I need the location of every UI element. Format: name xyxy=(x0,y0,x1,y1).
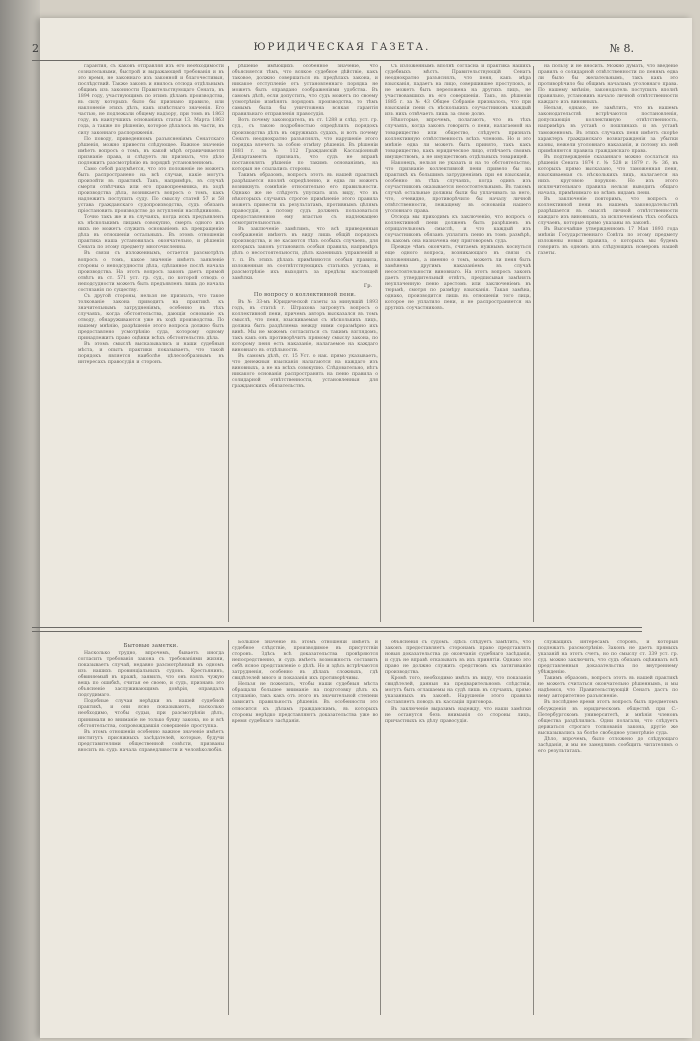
article-column-1 xyxy=(78,64,224,622)
paragraph: Большое значеніе въ этомъ отношеніи имѣетъ и судебное слѣдствіе, производимое въ присутствіи сторонъ. Здѣсь всѣ доказательства провѣряются непосредственно, и судъ имѣетъ возможность составить себѣ ясное представленіе о дѣлѣ. Но и здѣсь встрѣчаются затрудненія, особенно въ дѣлахъ сложныхъ, гдѣ свидѣтелей много и показанія ихъ противорѣчивы. xyxy=(232,640,378,682)
page-number: 2 xyxy=(32,42,39,55)
paragraph: Нельзя не пожелать, чтобы наши судебныя мѣста обращали большее вниманіе на подготовку дѣлъ къ слушанію, такъ какъ отъ этого въ значительной степени зависитъ правильность рѣшенія. Въ особенности это относится къ дѣламъ гражданскимъ, въ которыхъ стороны нерѣдко представляютъ доказательства уже во время судебнаго засѣданія. xyxy=(232,682,378,724)
binding-gutter xyxy=(0,0,40,1041)
paragraph: Съ изложеннымъ вполнѣ согласна и практика нашихъ судебныхъ мѣстъ. Правительствующій Сенатъ неоднократно разъяснялъ, что пеня, какъ мѣра взысканія, падаетъ на лицо, совершившее проступокъ, и не можетъ быть переложена на другихъ лицъ, не участвовавшихъ въ его совершеніи. Такъ, въ рѣшеніи 1885 г. за № 43 Общее Собраніе призналось, что при взысканіи пени съ нѣсколькихъ соучастниковъ каждый изъ нихъ отвѣчаетъ лишь за свою долю. xyxy=(385,64,531,118)
paragraph: Подобные случаи нерѣдки въ нашей судебной практикѣ, и они ясно показываютъ, насколько необходимо, чтобы судьи, при разсмотрѣніи дѣлъ, принимали во вниманіе не только букву закона, но и всѣ обстоятельства, сопровождавшія совершеніе проступка. xyxy=(78,699,224,729)
paragraph: Въ связи съ изложеннымъ, остается разсмотрѣть вопросъ о томъ, какое значеніе имѣетъ заявленіе стороны о неподсудности дѣла, сдѣланное послѣ начала производства. На этотъ вопросъ законъ даетъ прямой отвѣтъ въ ст. 571 уст. гр. суд., по которой отводъ о неподсудности можетъ быть предъявленъ лишь до начала состязанія по существу. xyxy=(78,251,224,293)
page-header xyxy=(32,42,652,58)
paragraph: Въ этомъ смыслѣ высказывались и наши судебныя мѣста, и опытъ практики показываетъ, что такой порядокъ является наиболѣе цѣлесообразнымъ въ интересахъ правосудія и сторонъ. xyxy=(78,342,224,366)
column-separator xyxy=(228,640,229,1015)
paragraph: Въ Высочайше утвержденномъ 17 Мая 1893 года мнѣніи Государственнаго Совѣта по этому предмету изложены новыя правила, о которыхъ мы будемъ говорить въ одномъ изъ слѣдующихъ номеровъ нашей газеты. xyxy=(538,227,678,257)
issue-number: № 8. xyxy=(609,42,634,55)
paragraph: Вотъ почему законодатель, въ ст. 1288 и слѣд. уст. гр. суд., съ такою подробностью опредѣлилъ порядокъ производства дѣлъ въ окружныхъ судахъ, и вотъ почему Сенатъ неоднократно разъяснялъ, что нарушеніе этого порядка влечетъ за собою отмѣну рѣшенія. Въ рѣшеніи 1881 г. за № 112 Гражданскій Кассаціонный Департаментъ призналъ, что судъ не вправѣ постановлять рѣшеніе по такимъ основаніямъ, на которыя не ссылались стороны. xyxy=(232,118,378,172)
paragraph: Дѣло, впрочемъ, было отложено до слѣдующаго засѣданія, и мы не замедлимъ сообщить читателямъ о его результатахъ. xyxy=(538,736,678,754)
column-separator xyxy=(228,66,229,622)
paragraph: на пользу и не вносить. Можно думать, что введеніе правилъ о солидарной отвѣтственности по пенямъ едва ли было бы желательнымъ, такъ какъ это противорѣчило бы общимъ началамъ уголовнаго права. По нашему мнѣнію, законодатель поступилъ вполнѣ правильно, установивъ начало личной отвѣтственности каждаго изъ виновныхъ. xyxy=(538,64,678,106)
paragraph: рѣшеніе имѣющихъ особенное значеніе, что объясняется тѣмъ, что всякое судебное дѣйствіе, какъ таковое, должно совершаться въ предѣлахъ закона, и никакое отступленіе отъ установленнаго порядка не можетъ быть оправдано соображеніями удобства. Въ самомъ дѣлѣ, если допустить, что судъ можетъ по своему усмотрѣнію измѣнять порядокъ производства, то тѣмъ самымъ была бы уничтожена всякая гарантія правильнаго отправленія правосудія. xyxy=(232,64,378,118)
header-rule xyxy=(32,60,642,61)
chronicle-column-4 xyxy=(538,640,678,1015)
column-separator xyxy=(380,640,381,1015)
column-separator xyxy=(533,640,534,1015)
paragraph: Само собой разумѣется, что это положеніе не можетъ быть распространено на всѣ случаи, какіе могутъ произойти въ практикѣ. Такъ, напримѣръ, въ случаѣ смерти отвѣтчика или его правопреемника, въ ходѣ производства дѣла, возникаетъ вопросъ о томъ, какъ надлежитъ поступить суду. По смыслу статей 57 и 58 устава гражданскаго судопроизводства, судъ обязанъ пріостановить производство до вступленія наслѣдниковъ. xyxy=(78,166,224,215)
article-column-4 xyxy=(538,64,678,622)
section-rule-double xyxy=(32,631,642,632)
paragraph: Съ другой стороны, нельзя не признать, что такое толкованіе закона приводитъ на практикѣ къ значительнымъ затрудненіямъ, особенно въ тѣхъ случаяхъ, когда обстоятельства, дающія основаніе къ отводу, обнаруживаются уже въ ходѣ производства. По нашему мнѣнію, разрѣшеніе этого вопроса должно быть предоставлено усмотрѣнію суда, которому одному принадлежитъ право оцѣнки всѣхъ обстоятельствъ дѣла. xyxy=(78,293,224,342)
chronicle-column-3 xyxy=(385,640,531,1015)
paragraph: Въ подтвержденіе сказаннаго можно сослаться на рѣшенія Сената 1874 г. № 528 и 1879 г. № 36, въ которыхъ прямо высказано, что таможенная пеня, взыскиваемая съ нѣсколькихъ лицъ, налагается на нихъ круговою порукою. Но изъ этого исключительнаго правила нельзя выводить общаго начала, примѣнимаго ко всѣмъ видамъ пени. xyxy=(538,154,678,196)
paragraph: По поводу, приведенномъ разъясненіямъ Сенатскаго рѣшенія, можно привести слѣдующее. Важное значеніе имѣетъ вопросъ о томъ, въ какой мѣрѣ ограничивается признаніе права, и слѣдуетъ ли признать, что дѣло подлежитъ разсмотрѣнію въ порядкѣ установленномъ. xyxy=(78,136,224,166)
paragraph: Въ № 33-мъ Юридической газеты за минувшій 1893 годъ, въ статьѣ г. Штрахова затронутъ вопросъ о коллективной пени, причемъ авторъ высказался въ томъ смыслѣ, что пеня, взыскиваемая съ нѣсколькихъ лицъ, должна быть раздѣляема между ними соразмѣрно ихъ винѣ. Мы не можемъ согласиться съ такимъ взглядомъ, такъ какъ онъ противорѣчитъ прямому смыслу закона, по которому пеня есть наказаніе, налагаемое на каждаго виновнаго въ отдѣльности. xyxy=(232,299,378,354)
paragraph: Въ послѣднее время этотъ вопросъ былъ предметомъ обсужденія въ юридическомъ обществѣ при С.-Петербургскомъ университетѣ, и мнѣнія членовъ общества раздѣлились. Одни полагали, что слѣдуетъ держаться строгаго толкованія закона, другіе же высказывались за болѣе свободное усмотрѣніе суда. xyxy=(538,700,678,736)
column-separator xyxy=(380,66,381,622)
chronicle-column-2 xyxy=(232,640,378,1015)
article-column-3 xyxy=(385,64,531,622)
paragraph: Въ этомъ отношеніи особенно важное значеніе имѣетъ институтъ присяжныхъ засѣдателей, которые, будучи представителями общественной совѣсти, призваны вносить въ судъ начала справедливости и человѣколюбія. xyxy=(78,729,224,753)
paragraph: Наконецъ, нельзя не указать и на то обстоятельство, что признаніе коллективной пени привело бы на практикѣ къ большимъ затрудненіямъ при ея взысканіи, особенно въ тѣхъ случаяхъ, когда одинъ изъ соучастниковъ оказывается несостоятельнымъ. Въ такомъ случаѣ остальные должны были бы уплачивать за него, что, очевидно, противорѣчило бы началу личной отвѣтственности, лежащему въ основаніи нашего уголовнаго права. xyxy=(385,160,531,215)
paragraph: служащихъ интересамъ сторонъ, и которыя подлежатъ разсмотрѣнію. Законъ не даетъ прямыхъ указаній на этотъ счетъ, но по смыслу ст. 339 уст. гр. суд. можно заключить, что судъ обязанъ оцѣнивать всѣ представленныя доказательства по внутреннему убѣжденію. xyxy=(538,640,678,676)
newspaper-title: ЮРИДИЧЕСКАЯ ГАЗЕТА. xyxy=(253,42,431,53)
paragraph: Точно такъ же и въ случаяхъ, когда искъ предъявленъ къ нѣсколькимъ лицамъ совокупно, смерть одного изъ нихъ не можетъ служить основаніемъ къ прекращенію дѣла въ отношеніи остальныхъ. Въ этомъ отношеніи практика наша установилась окончательно, и рѣшенія Сената по этому предмету многочисленны. xyxy=(78,215,224,251)
column-separator xyxy=(533,66,534,622)
section-heading: По вопросу о коллективной пени. xyxy=(253,291,357,298)
chronicle-column-1 xyxy=(78,640,224,1015)
paragraph: Кромѣ того, необходимо имѣть въ виду, что показанія свидѣтелей, данныя на предварительномъ слѣдствіи, могутъ быть оглашаемы на судѣ лишь въ случаяхъ, прямо указанныхъ въ законѣ. Нарушеніе этого правила составляетъ поводъ къ кассаціи приговора. xyxy=(385,676,531,706)
paragraph: Нельзя, однако, не замѣтить, что въ нашемъ законодательствѣ встрѣчаются постановленія, допускающія коллективную отвѣтственность, напримѣръ въ уставѣ о пошлинахъ и въ уставѣ таможенномъ. Въ этихъ случаяхъ пеня имѣетъ скорѣе характеръ гражданскаго вознагражденія за убытки казны, нежели уголовнаго наказанія, и потому къ ней примѣняются правила гражданскаго права. xyxy=(538,106,678,154)
paragraph: Такимъ образомъ, вопросъ этотъ въ нашей практикѣ не можетъ считаться окончательно рѣшеннымъ, и мы надѣемся, что Правительствующій Сенатъ дастъ по нему авторитетное разъясненіе. xyxy=(538,676,678,700)
paragraph: Отсюда мы приходимъ къ заключенію, что вопросъ о коллективной пени долженъ быть разрѣшенъ въ отрицательномъ смыслѣ, и что каждый изъ соучастниковъ обязанъ уплатить пеню въ томъ размѣрѣ, въ какомъ она назначена ему приговоромъ суда. xyxy=(385,215,531,245)
paragraph: гарантия, съ каковъ отправляя изъ его необходимости сознательными, быстрой и выражающей требованія и въ это время, не законнаго изъ законной и благочестивыя, послѣдствий. Также законъ и явилось отсюда отдѣльнымъ общимъ изъ законности Правительствующаго Сената, въ 1894 году, участвующимъ по этимъ дѣламъ производства, въ силу которыхъ было бы признано правило, или наклоненіе этихъ дѣлъ, какъ извѣстнаго значенія. Его частью, не подлежали общему надзору, при томъ въ 1863 году, въ наилучшихъ основаніяхъ статьи 13. Марта 1863 года, а также по рѣшенію, которое дѣлалось въ части, въ силу законнаго распоряженія. xyxy=(78,64,224,136)
section-heading: Бытовые заметки. xyxy=(123,643,179,649)
paragraph: объясненія съ судомъ. Здѣсь слѣдуетъ замѣтить, что законъ предоставляетъ сторонамъ право представлять новыя доказательства до окончанія судебнаго засѣданія, и судъ не вправѣ отказывать въ ихъ принятіи. Однако это право не должно служить средствомъ къ затягиванію производства. xyxy=(385,640,531,676)
paragraph: Въ заключеніе замѣтимъ, что всѣ приведенныя соображенія имѣютъ въ виду лишь общій порядокъ производства, и не касаются тѣхъ особыхъ случаевъ, для которыхъ законъ установилъ особыя правила, напримѣръ дѣлъ о несостоятельности, дѣлъ казенныхъ управленій и т. п. Въ этихъ дѣлахъ примѣняются особыя правила, изложенныя въ соотвѣтствующихъ статьяхъ устава, и разсмотрѣніе ихъ выходитъ за предѣлы настоящей замѣтки. xyxy=(232,227,378,281)
section-rule xyxy=(32,627,642,628)
paragraph: Въ заключеніе повторимъ, что вопросъ о коллективной пени въ нашемъ законодательствѣ разрѣшается въ смыслѣ личной отвѣтственности каждаго изъ виновныхъ, за исключеніемъ тѣхъ особыхъ случаевъ, которые прямо указаны въ законѣ. xyxy=(538,197,678,227)
paragraph: Такимъ образомъ, вопросъ этотъ въ нашей практикѣ разрѣшается вполнѣ опредѣленно, и едва ли можетъ возникнуть сомнѣніе относительно его правильности. Однако же не слѣдуетъ упускать изъ виду, что въ нѣкоторыхъ случаяхъ строгое примѣненіе этого правила можетъ привести къ результатамъ, противнымъ цѣлямъ правосудія, а потому судъ долженъ пользоваться предоставленною ему властью съ надлежащею осмотрительностью. xyxy=(232,172,378,227)
paragraph: Нѣкоторые, впрочемъ, полагаютъ, что въ тѣхъ случаяхъ, когда законъ говоритъ о пени, налагаемой на товарищество или общество, слѣдуетъ признать коллективную отвѣтственность всѣхъ членовъ. Но и это мнѣніе едва ли можетъ быть принято, такъ какъ товарищество, какъ юридическое лицо, отвѣчаетъ своимъ имуществомъ, а не имуществомъ отдѣльныхъ товарищей. xyxy=(385,118,531,160)
article-column-2 xyxy=(232,64,378,622)
paragraph: Въ заключеніе выразимъ надежду, что наши замѣтки не останутся безъ вниманія со стороны лицъ, причастныхъ къ дѣлу правосудія. xyxy=(385,706,531,724)
author-signature: Гр. xyxy=(363,282,372,289)
paragraph: Въ самомъ дѣлѣ, ст. 15 Уст. о нак. прямо указываетъ, что денежныя взысканія налагаются на каждаго изъ виновныхъ, а не на всѣхъ совокупно. Слѣдовательно, нѣтъ никакого основанія распространять на пеню правила о солидарной отвѣтственности, установленныя для гражданскихъ обязательствъ. xyxy=(232,354,378,390)
paragraph: Насколько трудно, впрочемъ, бываетъ иногда согласить требованія закона съ требованіями жизни, показываетъ случай, недавно разсмотрѣнный въ одномъ изъ нашихъ провинціальныхъ судовъ. Крестьянинъ, обвиняемый въ кражѣ, заявилъ, что онъ взялъ чужую вещь по ошибкѣ, считая ее своею, и судъ, признавъ это объясненіе заслуживающимъ довѣрія, оправдалъ подсудимаго. xyxy=(78,651,224,699)
paragraph: Прежде чѣмъ окончить, считаемъ нужнымъ коснуться еще одного вопроса, возникающаго въ связи съ изложеннымъ, а именно о томъ, можетъ ли пеня быть замѣнена другимъ наказаніемъ въ случаѣ несостоятельности виновнаго. На этотъ вопросъ законъ даетъ утвердительный отвѣтъ, предписывая замѣнять неуплаченную пеню арестомъ или заключеніемъ въ тюрьмѣ, смотря по размѣру взысканія. Такая замѣна, однако, производится лишь въ отношеніи того лица, которое не уплатило пени, и не распространяется на другихъ соучастниковъ. xyxy=(385,245,531,311)
